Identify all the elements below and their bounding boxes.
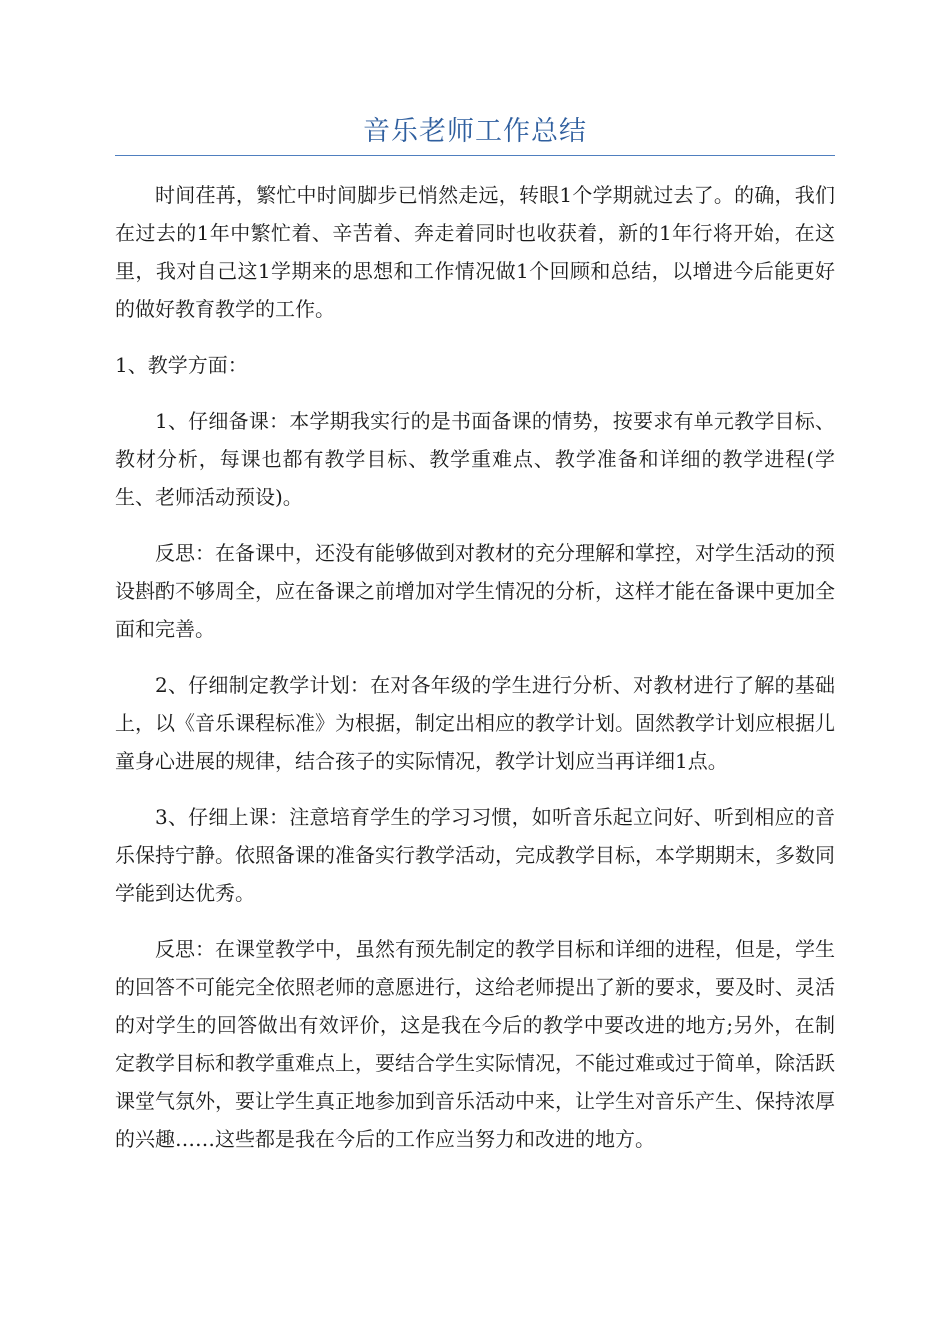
paragraph-reflection-classroom: 反思：在课堂教学中，虽然有预先制定的教学目标和详细的进程，但是，学生的回答不可能完全依照老师的意愿进行，这给老师提出了新的要求，要及时、灵活的对学生的回答做出有效评价，这是我在今后的教学中要改进的地方;另外，在制定教学目标和教学重难点上，要结合学生实际情况，不能过难或过于简单，除活跃课堂气氛外，要让学生真正地参加到音乐活动中来，让学生对音乐产生、保持浓厚的兴趣……这些都是我在今后的工作应当努力和改进的地方。 (115, 937, 835, 1151)
paragraph-classes: 3、仔细上课：注意培育学生的学习习惯，如听音乐起立问好、听到相应的音乐保持宁静。依照备课的准备实行教学活动，完成教学目标，本学期期末，多数同学能到达优秀。 (115, 805, 835, 905)
paragraph-lesson-prep: 1、仔细备课：本学期我实行的是书面备课的情势，按要求有单元教学目标、教材分析，每课也都有教学目标、教学重难点、教学准备和详细的教学进程(学生、老师活动预设)。 (115, 409, 835, 509)
section-heading-teaching: 1、教学方面： (115, 353, 248, 377)
document-title: 音乐老师工作总结 (363, 116, 587, 147)
document-body (115, 176, 835, 1176)
paragraph-teaching-plan: 2、仔细制定教学计划：在对各年级的学生进行分析、对教材进行了解的基础上，以《音乐课程标准》为根据，制定出相应的教学计划。固然教学计划应根据儿童身心进展的规律，结合孩子的实际情况，教学计划应当再详细1点。 (115, 673, 835, 773)
title-underline (115, 155, 835, 156)
paragraph-intro: 时间荏苒，繁忙中时间脚步已悄然走远，转眼1个学期就过去了。的确，我们在过去的1年中繁忙着、辛苦着、奔走着同时也收获着，新的1年行将开始，在这里，我对自己这1学期来的思想和工作情况做1个回顾和总结，以增进今后能更好的做好教育教学的工作。 (115, 183, 835, 321)
paragraph-reflection-prep: 反思：在备课中，还没有能够做到对教材的充分理解和掌控，对学生活动的预设斟酌不够周全，应在备课之前增加对学生情况的分析，这样才能在备课中更加全面和完善。 (115, 541, 835, 641)
